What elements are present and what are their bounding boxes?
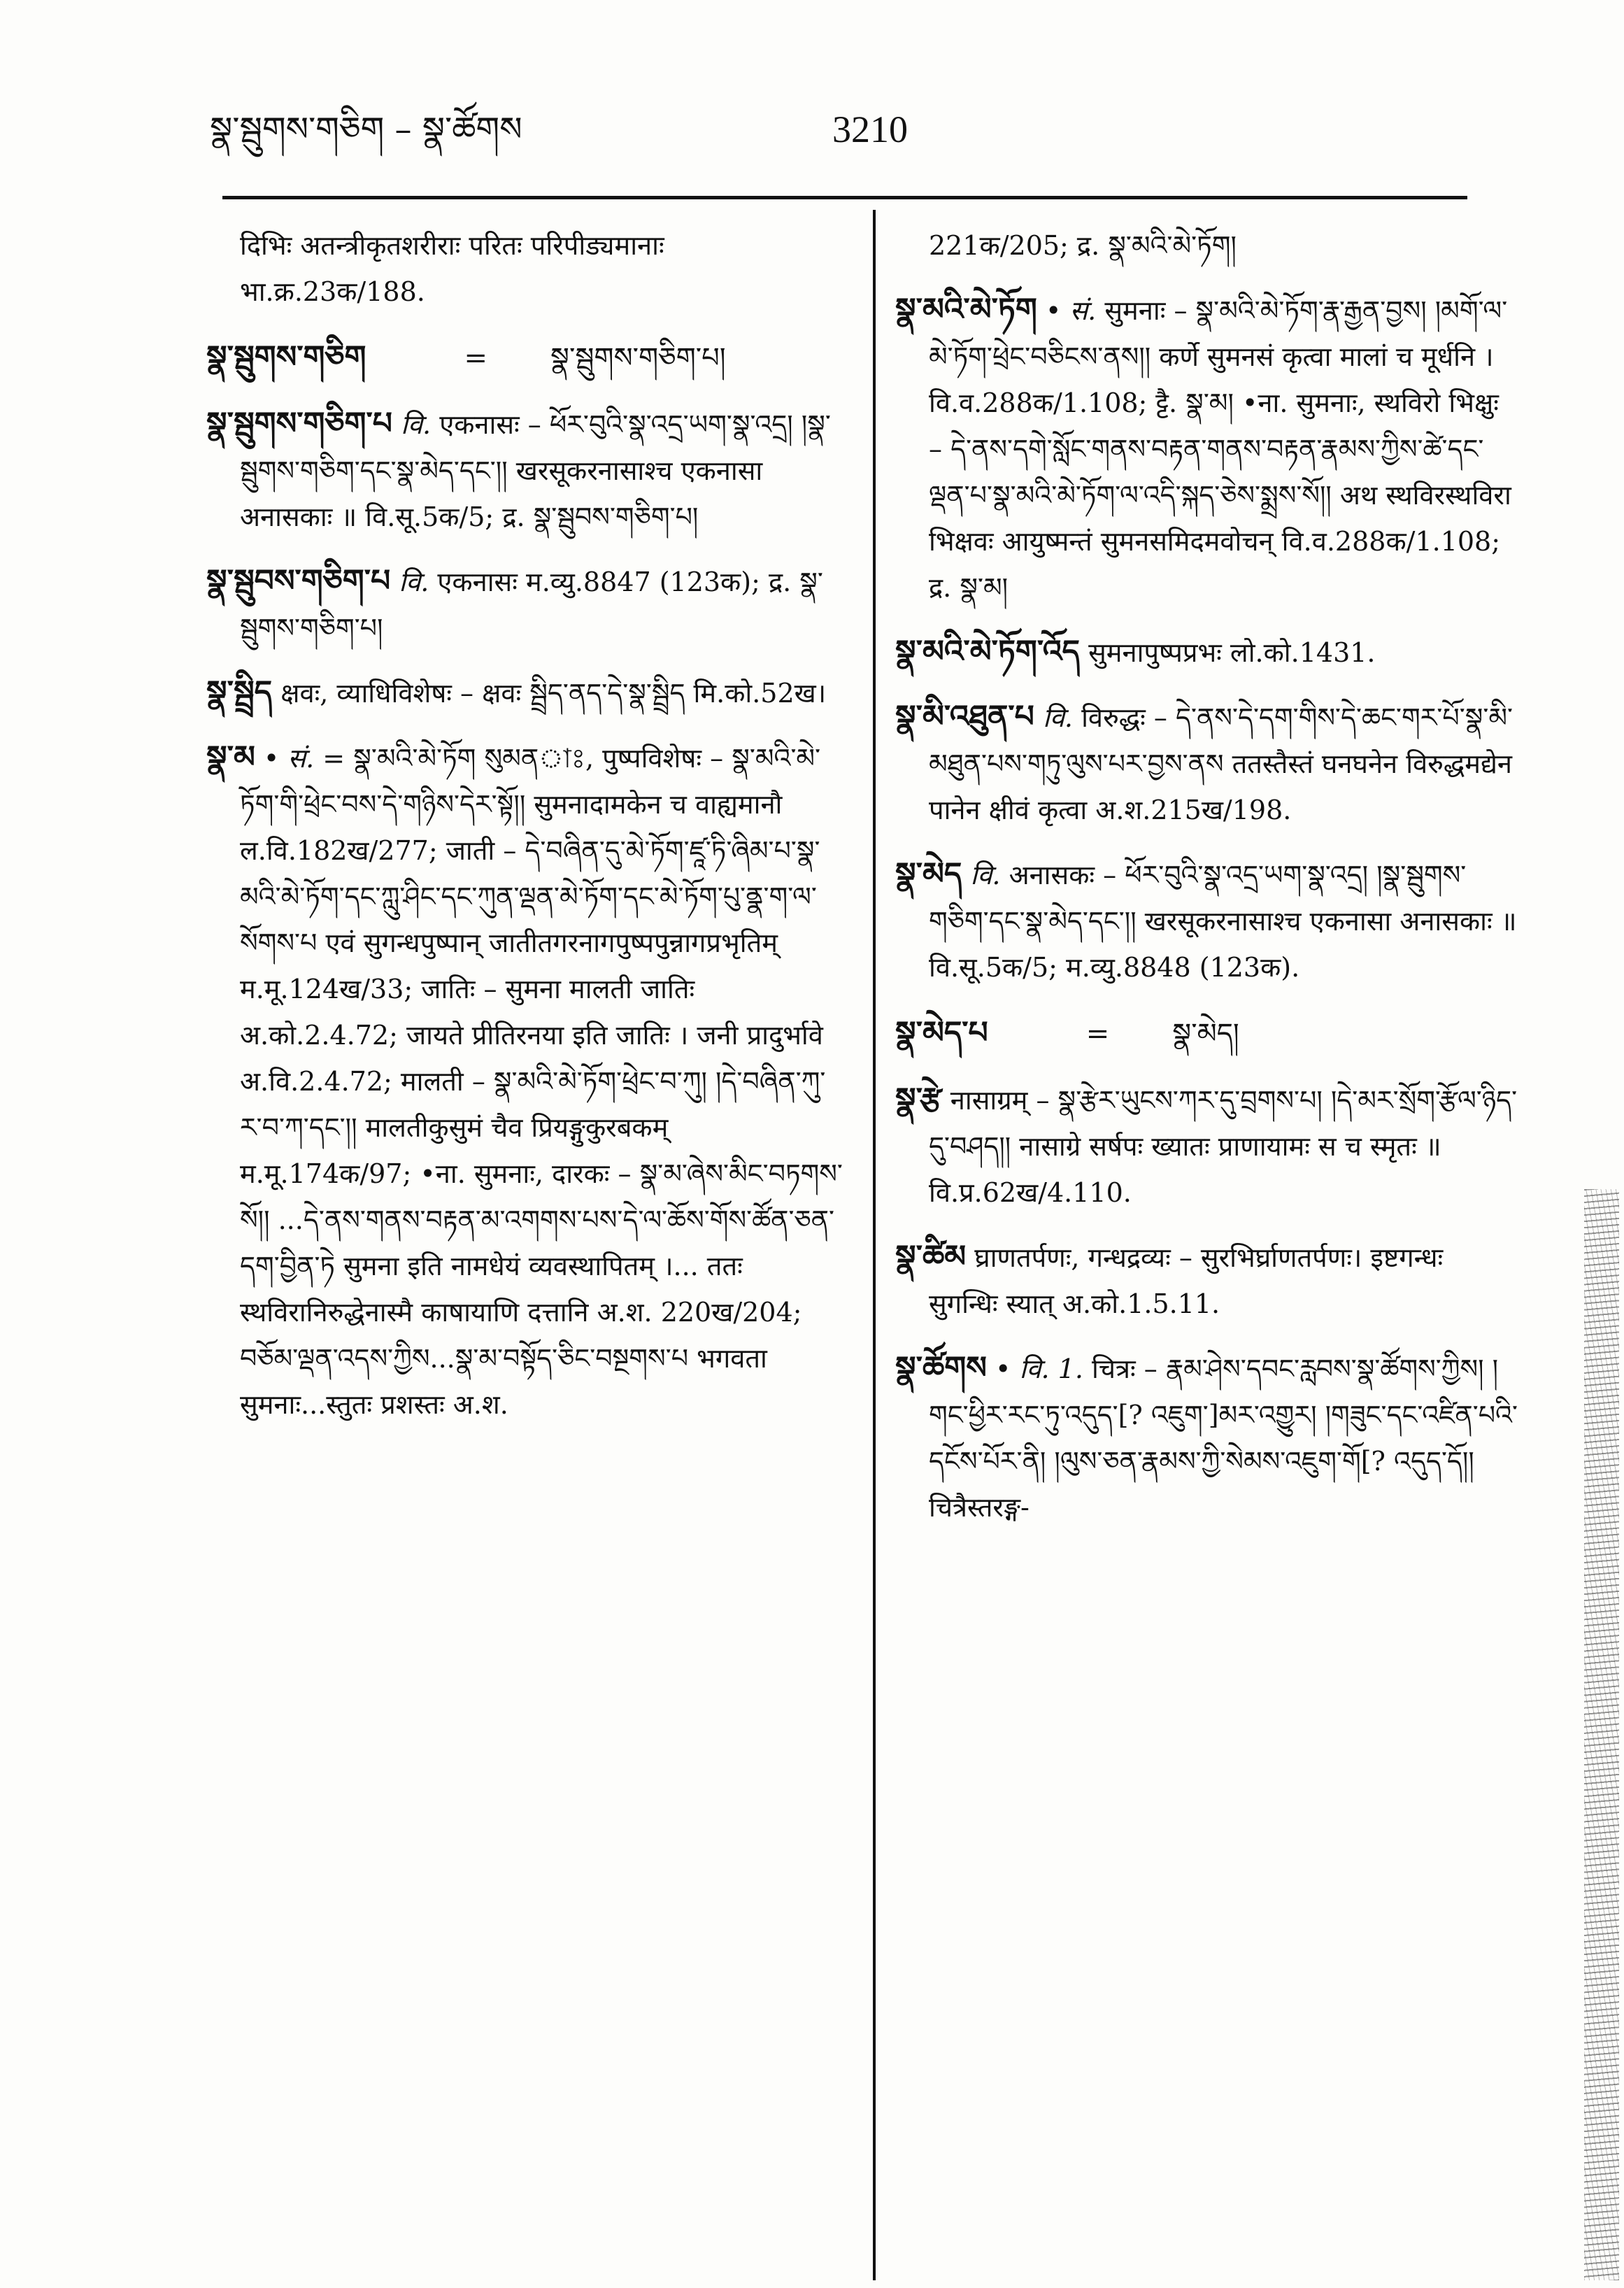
cross-reference-target: སྣ་མེད། (1172, 1018, 1239, 1050)
headword: སྣ་ཚིམ (895, 1239, 967, 1274)
dictionary-entry (206, 401, 846, 540)
entry-text: सुमनाः – སྣ་མའི་མེ་ཏོག་རྣ་རྒྱན་བྱས། །མགོ་ལ་མེ་ཏོག་ཕྲེང་བཅིངས་ནས།། कर्णे सुमनसं कृत्वा मालां च मूर्धनि । वि.व.288क/1.108; ट्टै. སྣ་མ། •ना. सुमनाः, स्थविरो भिक्षुः – དེ་ནས་དགེ་སློང་གནས་བརྟན་གནས་བརྟན་རྣམས་ཀྱིས་ཚེ་དང་ལྡན་པ་སྣ་མའི་མེ་ཏོག་ལ་འདི་སྐད་ཅེས་སྨྲས་སོ།། अथ स्थविरस्थविरा भिक्षवः आयुष्मन्तं सुमनसमिदमवोचन् वि.व.288क/1.108; द्र. སྣ་མ། (929, 295, 1511, 603)
headword: སྣ་ཚོགས (895, 1350, 987, 1386)
page-number: 3210 (832, 108, 908, 150)
dictionary-entry (895, 1345, 1518, 1530)
grammar-label: वि. (970, 860, 1001, 890)
headword: སྣ་མེད (895, 856, 962, 892)
headword: སྣ་མི་འཐུན་པ (895, 699, 1034, 734)
dictionary-entry (206, 558, 846, 651)
entry-text: चित्रः – རྣམ་ཤེས་དབང་རླབས་སྣ་ཚོགས་ཀྱིས། །གང་ཕྱིར་རང་ཏུ་འདུད་[? འཇུག་]མར་འགྱུར། །གཟུང་དང་འཛིན་པའི་དངོས་པོར་ནི། །ལུས་ཅན་རྣམས་ཀྱི་སེམས་འཇུག་གོ[? འདུད་དོ།། चित्रैस्तरङ्ग- (929, 1353, 1518, 1523)
grammar-label: वि. (399, 567, 429, 597)
headword: སྣ་མེད་པ (895, 1015, 988, 1051)
headword: སྣ་མའི་མེ་ཏོག (895, 292, 1037, 327)
entry-text: विरुद्धः – དེ་ནས་དེ་དག་གིས་དེ་ཆང་གར་པོ་སྣ་མི་མཐུན་པས་གཏུ་ལུས་པར་བྱས་ནས ततस्तैस्तं घनघनेन विरुद्धमद्येन पानेन क्षीवं कृत्वा अ.श.215ख/198. (929, 702, 1513, 825)
headword: སྣ་སྦུགས་གཅིག་པ (206, 406, 392, 441)
entry-text: 221क/205; द्र. སྣ་མའི་མེ་ཏོག། (929, 230, 1237, 261)
dictionary-entry (895, 287, 1518, 611)
left-column (206, 222, 846, 2272)
running-head: སྣ་སྦུགས་གཅིག – སྣ་ཚོགས (210, 110, 522, 149)
dictionary-entry (895, 1077, 1518, 1216)
continuation-text (206, 222, 846, 315)
grammar-label: • वि. 1. (995, 1353, 1083, 1384)
entry-text: अनासकः – ཕོར་བུའི་སྣ་འདྲ་ཡག་སྣ་འདྲ། །སྣ་སྦུགས་གཅིག་དང་སྣ་མེད་དང་།། खरसूकरनासाश्च एकनासा अनासकाः ॥ वि.सू.5क/5; म.व्यु.8848 (123क). (929, 860, 1517, 983)
cross-reference-target: སྣ་སྦུགས་གཅིག་པ། (550, 342, 726, 374)
column-divider (873, 210, 876, 2280)
dictionary-entry (895, 1234, 1518, 1327)
headword: སྣ་སྦུགས་གཅིག (206, 339, 366, 375)
header-rule (222, 196, 1467, 199)
entry-text: नासाग्रम् – སྣ་རྩེར་ཡུངས་ཀར་དུ་བྲགས་པ། །དེ་མར་སྲོག་རྩོལ་ཉིད་དུ་བཤད།། नासाग्रे सर्षपः ख्यातः प्राणायामः स च स्मृतः ॥ वि.प्र.62ख/4.110. (929, 1085, 1518, 1208)
right-column (895, 222, 1518, 2272)
entry-text: सुमनापुष्पप्रभः लो.को.1431. (1088, 637, 1376, 668)
headword: སྣ་སྦྲིད (206, 674, 273, 710)
grammar-label: • सं. (263, 743, 315, 774)
dictionary-entry (895, 694, 1518, 833)
entry-text: दिभिः अतन्त्रीकृतशरीराः परितः परिपीड्यमानाः भा.क्र.23क/188. (240, 230, 664, 307)
headword: སྣ་རྩེ (895, 1081, 942, 1117)
entry-text: = སྣ་མའི་མེ་ཏོག སུམནাঃ, पुष्पविशेषः – སྣ་མའི་མེ་ཏོག་གི་ཕྲེང་བས་དེ་གཉིས་དེར་སྟོ།། सुमनादामकेन च वाह्यमानौ ल.वि.182ख/277; जाती – དེ་བཞིན་དུ་མེ་ཏོག་ཛཱ་ཏི་ཞིམ་པ་སྣ་མའི་མེ་ཏོག་དང་ཀླུ་ཤིང་དང་ཀུན་ལྡན་མེ་ཏོག་དང་མེ་ཏོག་པུ་ནྣ་ག་ལ་སོགས་པ एवं सुगन्धपुष्पान् जातीतगरनागपुष्पपुन्नागप्रभृतिम् म.मू.124ख/33; जातिः – सुमना मालती जातिः अ.को.2.4.72; जायते प्रीतिरनया इति जातिः । जनी प्रादुर्भावे अ.वि.2.4.72; मालती – སྣ་མའི་མེ་ཏོག་ཕྲེང་བ་ཀུ། །དེ་བཞིན་ཀུ་ར་བ་ཀ་དང་།། मालतीकुसुमं चैव प्रियङ्गुकुरबकम् म.मू.174क/97; •ना. सुमनाः, दारकः – སྣ་མ་ཞེས་མིང་བཏགས་སོ།། ...དེ་ནས་གནས་བརྟན་མ་འགགས་པས་དེ་ལ་ཆོས་གོས་ཚོན་ཅན་དག་བྱིན་ཏེ सुमना इति नामधेयं व्यवस्थापितम् ।... ततः स्थविरानिरुद्धेनास्मै काषायाणि दत्तानि अ.श. 220ख/204; བཅོམ་ལྡན་འདས་ཀྱིས...སྣ་མ་བསྟོད་ཅིང་བསྔགས་པ भगवता सुमनाः...स्तुतः प्रशस्तः अ.श. (240, 743, 843, 1420)
dictionary-entry (895, 629, 1518, 676)
dictionary-entry (206, 734, 846, 1428)
headword: སྣ་སྦུབས་གཅིག་པ (206, 563, 391, 599)
cross-reference-entry (895, 1009, 1518, 1058)
scan-edge-speckle (1584, 1189, 1619, 2280)
entry-text: घ्राणतर्पणः, गन्धद्रव्यः – सुरभिर्घ्राणतर्पणः। इष्टगन्धः सुगन्धिः स्यात् अ.को.1.5.11. (929, 1242, 1444, 1319)
headword: སྣ་མ (206, 739, 255, 775)
dictionary-entry (206, 669, 846, 716)
cross-reference-entry (206, 333, 846, 383)
equals-sign: = (1085, 1018, 1110, 1050)
entry-text: एकनासः म.व्यु.8847 (123क); द्र. སྣ་སྦུགས་གཅིག་པ། (240, 567, 823, 644)
entry-text: क्षवः, व्याधिविशेषः – क्षवः སྦྲིད་ནད་དེ་སྣ་སྦྲིད मि.को.52ख। (280, 678, 827, 709)
grammar-label: वि. (1042, 702, 1073, 733)
grammar-label: वि. (401, 409, 432, 440)
dictionary-entry (895, 851, 1518, 990)
continuation-text (895, 222, 1518, 269)
grammar-label: • सं. (1045, 295, 1097, 326)
entry-text: एकनासः – ཕོར་བུའི་སྣ་འདྲ་ཡག་སྣ་འདྲ། །སྣ་སྦུགས་གཅིག་དང་སྣ་མེད་དང་།། खरसूकरनासाश्च एकनासा अनासकाः ॥ वि.सू.5क/5; द्र. སྣ་སྦུབས་གཅིག་པ། (240, 409, 831, 532)
equals-sign: = (464, 342, 488, 374)
headword: སྣ་མའི་མེ་ཏོག་འོད (895, 634, 1080, 669)
